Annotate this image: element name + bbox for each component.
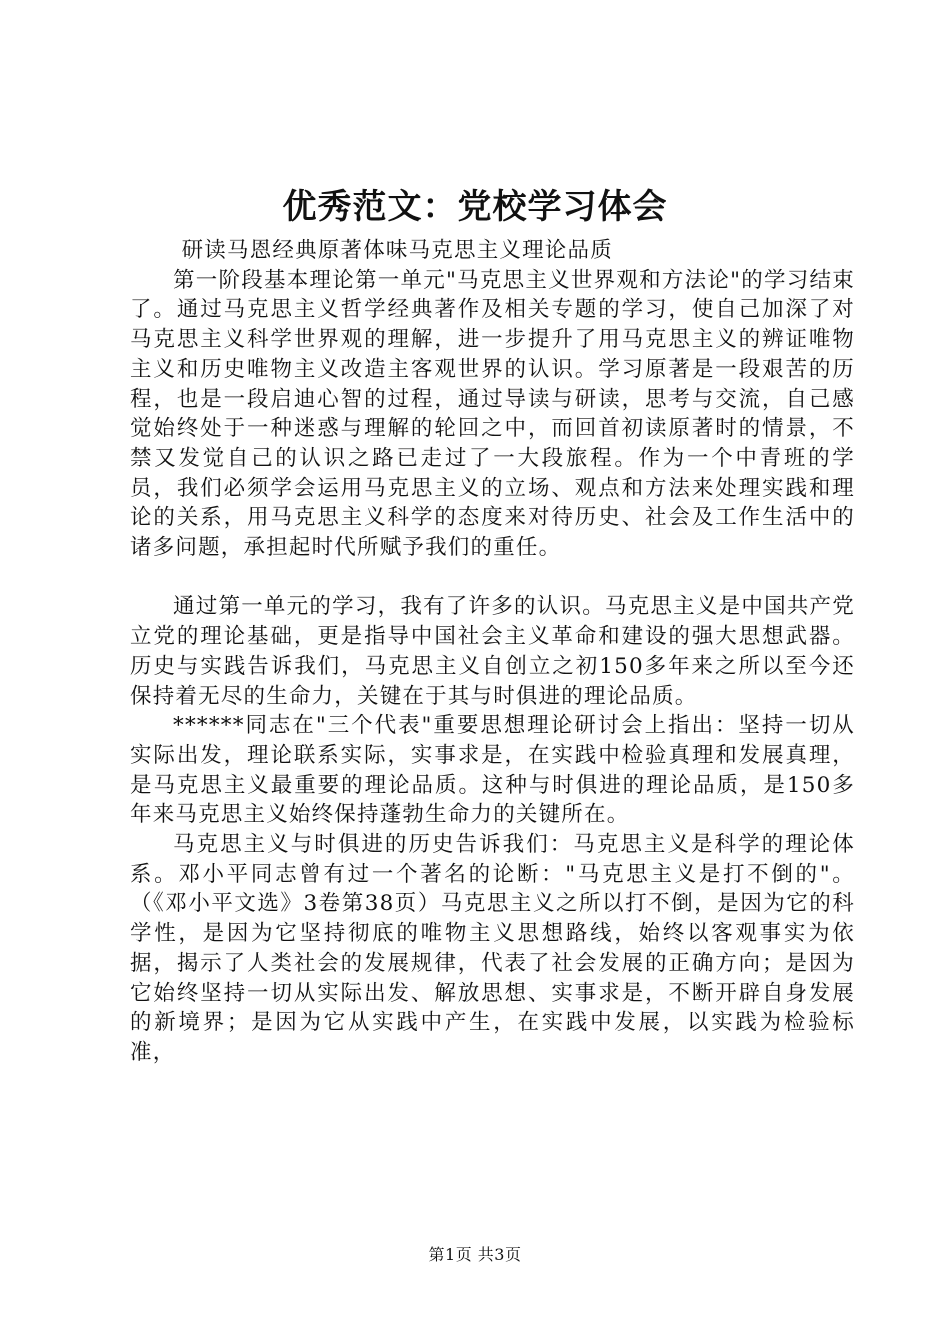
paragraph-4: 马克思主义与时俱进的历史告诉我们：马克思主义是科学的理论体系。邓小平同志曾有过一个著名的论断："马克思主义是打不倒的"。（《邓小平文选》3卷第38页）马克思主义之所以打不倒，是因为它的科学性，是因为它坚持彻底的唯物主义思想路线，始终以客观事实为依据，揭示了人类社会的发展规律，代表了社会发展的正确方向；是因为它始终坚持一切从实际出发、解放思想、实事求是，不断开辟自身发展的新境界；是因为它从实践中产生，在实践中发展，以实践为检验标准， [130, 832, 855, 1065]
paragraph-2: 通过第一单元的学习，我有了许多的认识。马克思主义是中国共产党立党的理论基础，更是指导中国社会主义革命和建设的强大思想武器。历史与实践告诉我们，马克思主义自创立之初150多年来之所以至今还保持着无尽的生命力，关键在于其与时俱进的理论品质。 [130, 594, 855, 709]
document-body [130, 236, 855, 1068]
paragraph-1: 第一阶段基本理论第一单元"马克思主义世界观和方法论"的学习结束了。通过马克思主义哲学经典著作及相关专题的学习，使自己加深了对马克思主义科学世界观的理解，进一步提升了用马克思主义的辨证唯物主义和历史唯物主义改造主客观世界的认识。学习原著是一段艰苦的历程，也是一段启迪心智的过程，通过导读与研读，思考与交流，自己感觉始终处于一种迷惑与理解的轮回之中，而回首初读原著时的情景，不禁又发觉自己的认识之路已走过了一大段旅程。作为一个中青班的学员，我们必须学会运用马克思主义的立场、观点和方法来处理实践和理论的关系，用马克思主义科学的态度来对待历史、社会及工作生活中的诸多问题，承担起时代所赋予我们的重任。 [130, 267, 855, 561]
page-footer: 第1页 共3页 [428, 1245, 522, 1264]
document-title: 优秀范文：党校学习体会 [282, 187, 668, 227]
paragraph-3: ******同志在"三个代表"重要思想理论研讨会上指出：坚持一切从实际出发，理论联系实际，实事求是，在实践中检验真理和发展真理，是马克思主义最重要的理论品质。这种与时俱进的理论品质，是150多年来马克思主义始终保持蓬勃生命力的关键所在。 [130, 713, 855, 828]
document-subtitle: 研读马恩经典原著体味马克思主义理论品质 [181, 238, 613, 263]
